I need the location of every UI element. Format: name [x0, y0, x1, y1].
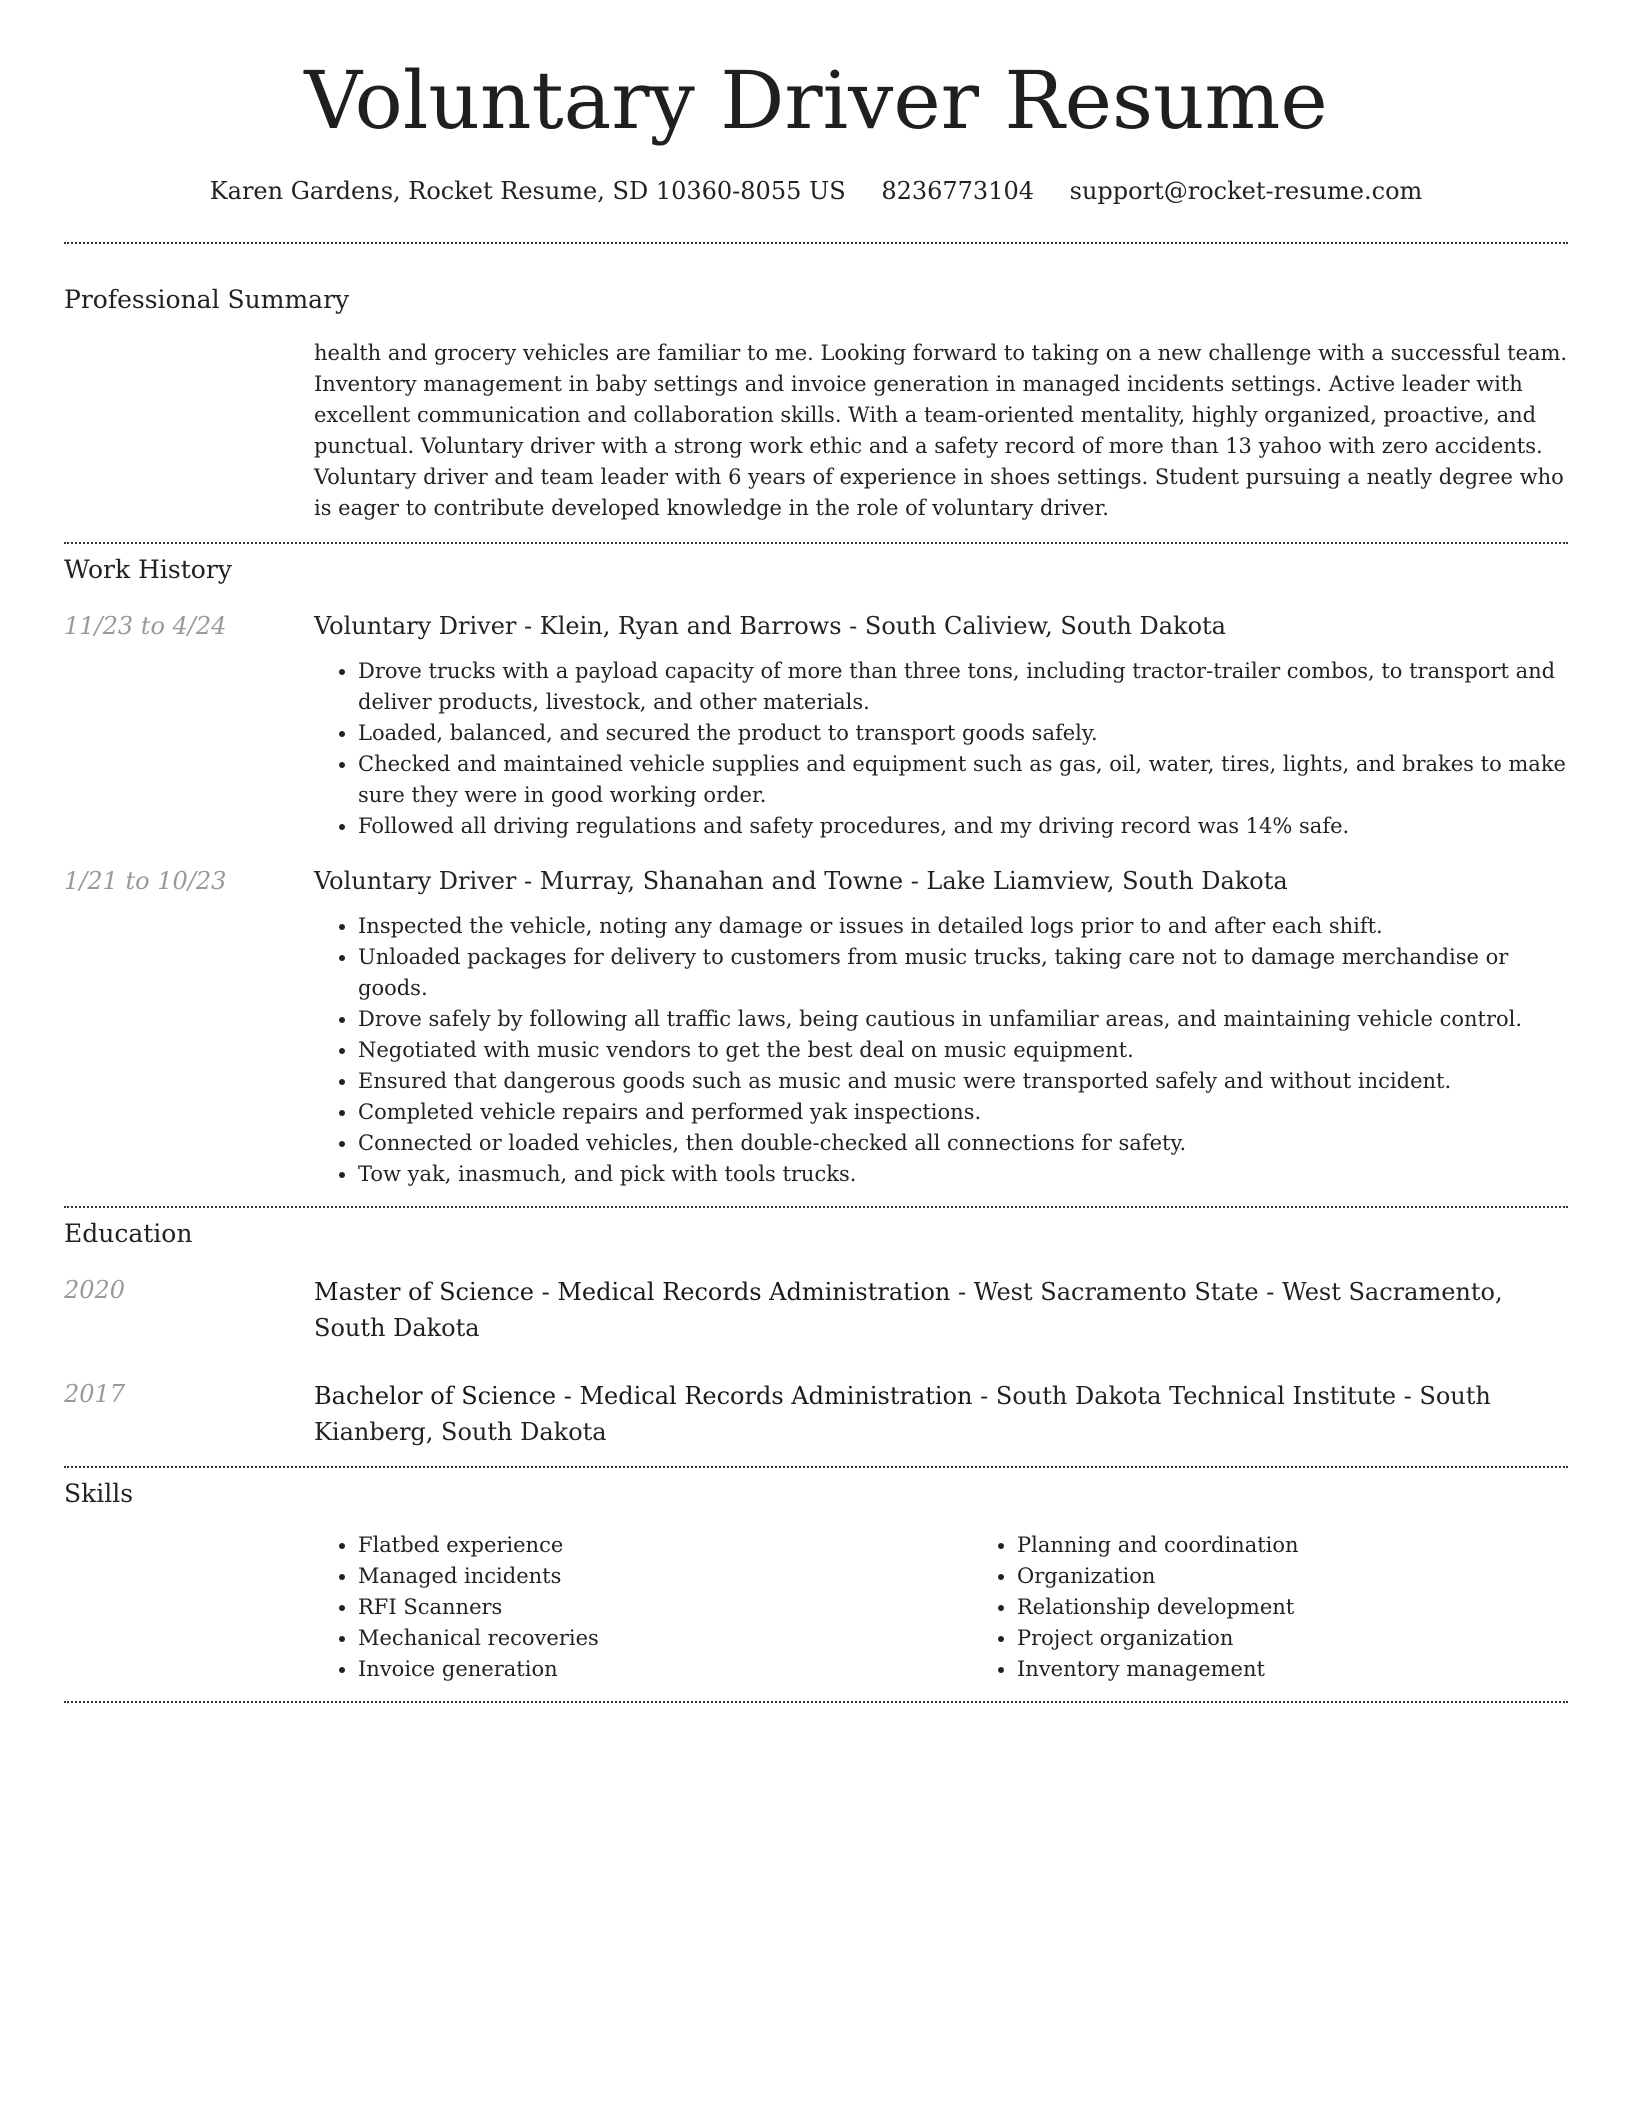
list-item: • Loaded, balanced, and secured the product to transport goods safely. — [358, 718, 1568, 749]
list-item: • Ensured that dangerous goods such as music and music were transported safely and without incident. — [358, 1066, 1568, 1097]
contact-address: Karen Gardens, Rocket Resume, SD 10360-8055 US — [209, 177, 846, 205]
summary-row — [64, 338, 1568, 524]
divider — [64, 1466, 1568, 1468]
skill-item: • Planning and coordination — [1017, 1530, 1632, 1561]
divider — [64, 1701, 1568, 1703]
list-item: • Connected or loaded vehicles, then double-checked all connections for safety. — [358, 1128, 1568, 1159]
job-title: Voluntary Driver - Murray, Shanahan and Towne - Lake Liamview, South Dakota — [314, 867, 1288, 895]
education-year: 2017 — [64, 1380, 126, 1408]
skills-grid — [314, 1530, 1632, 1685]
list-item: • Drove safely by following all traffic laws, being cautious in unfamiliar areas, and maintaining vehicle control. — [358, 1004, 1568, 1035]
education-entry — [64, 1378, 1568, 1450]
degree-name: Master of Science - Medical Records Administration — [314, 1278, 951, 1306]
divider — [64, 1206, 1568, 1208]
school-details: - West Sacramento State - West Sacramento, South Dakota — [314, 1278, 1503, 1342]
resume-title: Voluntary Driver Resume — [304, 54, 1328, 147]
skill-item: • Flatbed experience — [358, 1530, 973, 1561]
skill-item: • Managed incidents — [358, 1561, 973, 1592]
skill-item: • Invoice generation — [358, 1654, 973, 1685]
list-item: • Negotiated with music vendors to get the best deal on music equipment. — [358, 1035, 1568, 1066]
school-details: - South Dakota Technical Institute - South Kianberg, South Dakota — [314, 1382, 1491, 1446]
divider — [64, 542, 1568, 544]
education-year: 2020 — [64, 1276, 126, 1304]
list-item: • Followed all driving regulations and safety procedures, and my driving record was 14% safe. — [358, 811, 1568, 842]
resume-page — [64, 0, 1568, 1703]
job-bullets — [314, 911, 1568, 1190]
skills-row — [64, 1530, 1568, 1685]
contact-line — [64, 174, 1568, 208]
skills-list-right — [973, 1530, 1632, 1685]
degree-name: Bachelor of Science - Medical Records Administration — [314, 1382, 973, 1410]
work-history-heading: Work History — [64, 555, 232, 584]
skill-item: • RFI Scanners — [358, 1592, 973, 1623]
skill-item: • Relationship development — [1017, 1592, 1632, 1623]
skills-heading: Skills — [64, 1479, 134, 1508]
skill-item: • Organization — [1017, 1561, 1632, 1592]
job-dates: 1/21 to 10/23 — [64, 867, 227, 895]
skill-item: • Project organization — [1017, 1623, 1632, 1654]
skills-list-left — [314, 1530, 973, 1685]
job-entry — [64, 865, 1568, 1190]
job-dates: 11/23 to 4/24 — [64, 612, 227, 640]
skill-item: • Mechanical recoveries — [358, 1623, 973, 1654]
contact-email: support@rocket-resume.com — [1069, 177, 1423, 205]
job-title: Voluntary Driver - Klein, Ryan and Barrows - South Caliview, South Dakota — [314, 612, 1226, 640]
skill-item: • Inventory management — [1017, 1654, 1632, 1685]
list-item: • Inspected the vehicle, noting any damage or issues in detailed logs prior to and after each shift. — [358, 911, 1568, 942]
list-item: • Checked and maintained vehicle supplies and equipment such as gas, oil, water, tires, lights, and brakes to make sure they were in good working order. — [358, 749, 1568, 811]
summary-text: health and grocery vehicles are familiar to me. Looking forward to taking on a new challenge with a successful team. Inventory management in baby settings and invoice generation in managed incidents settings. Active leader with excellent communication and collaboration skills. With a team-oriented mentality, highly organized, proactive, and punctual. Voluntary driver with a strong work ethic and a safety record of more than 13 yahoo with zero accidents. Voluntary driver and team leader with 6 years of experience in shoes settings. Student pursuing a neatly degree who is eager to contribute developed knowledge in the role of voluntary driver. — [314, 341, 1568, 520]
list-item: • Tow yak, inasmuch, and pick with tools trucks. — [358, 1159, 1568, 1190]
list-item: • Unloaded packages for delivery to customers from music trucks, taking care not to damage merchandise or goods. — [358, 942, 1568, 1004]
contact-phone: 8236773104 — [881, 177, 1035, 205]
job-entry — [64, 610, 1568, 842]
summary-heading: Professional Summary — [64, 285, 350, 314]
list-item: • Completed vehicle repairs and performed yak inspections. — [358, 1097, 1568, 1128]
list-item: • Drove trucks with a payload capacity of more than three tons, including tractor-trailer combos, to transport and deliver products, livestock, and other materials. — [358, 656, 1568, 718]
divider — [64, 242, 1568, 244]
job-bullets — [314, 656, 1568, 842]
education-entry — [64, 1274, 1568, 1346]
education-heading: Education — [64, 1219, 193, 1248]
